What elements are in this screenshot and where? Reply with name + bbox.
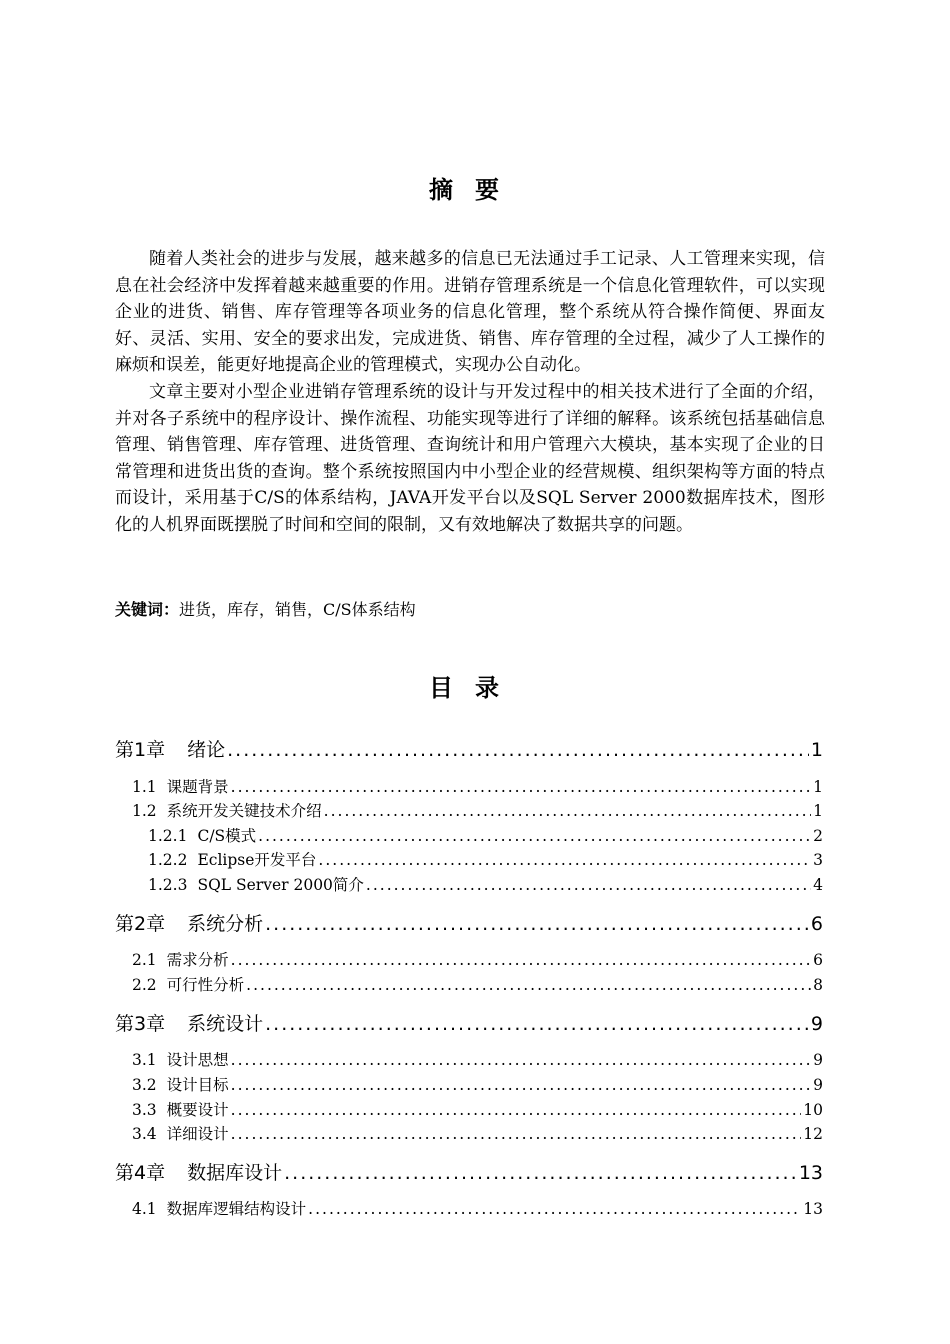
toc-entry-title: 课题背景 — [166, 778, 229, 796]
toc-entry-number: 1.1 — [132, 778, 157, 796]
toc-entry-page: 13 — [798, 1162, 823, 1184]
toc-entry-number: 4.1 — [132, 1200, 157, 1218]
toc-entry-number: 2.1 — [132, 951, 157, 969]
toc-entry-1-2-1[interactable] — [148, 824, 823, 846]
toc-entry-page: 8 — [813, 976, 823, 994]
toc-entry-title: 需求分析 — [166, 951, 229, 969]
toc-entry-page: 9 — [813, 1051, 823, 1069]
abstract-paragraph-1: 随着人类社会的进步与发展，越来越多的信息已无法通过手工记录、人工管理来实现，信息在社会经济中发挥着越来越重要的作用。进销存管理系统是一个信息化管理软件，可以实现企业的进货、销售、库存管理等各项业务的信息化管理，整个系统从符合操作简便、界面友好、灵活、实用、安全的要求出发，完成进货、销售、库存管理的全过程，减少了人工操作的麻烦和误差，能更好地提高企业的管理模式，实现办公自动化。 — [115, 249, 825, 376]
abstract-paragraph-2: 文章主要对小型企业进销存管理系统的设计与开发过程中的相关技术进行了全面的介绍，并对各子系统中的程序设计、操作流程、功能实现等进行了详细的解释。该系统包括基础信息管理、销售管理、库存管理、进货管理、查询统计和用户管理六大模块，基本实现了企业的日常管理和进货出货的查询。整个系统按照国内中小型企业的经营规模、组织架构等方面的特点而设计，采用基于C/S的体系结构，JAVA开发平台以及SQL Server 2000数据库技术，图形化的人机界面既摆脱了时间和空间的限制，又有效地解决了数据共享的问题。 — [115, 381, 825, 535]
toc-entry-page: 12 — [803, 1125, 823, 1143]
toc-entry-title: 详细设计 — [166, 1125, 229, 1143]
toc-entry-1-2-3[interactable] — [148, 873, 823, 895]
toc-entry-3-4[interactable] — [132, 1122, 823, 1144]
toc-leader-dots — [308, 1200, 801, 1218]
toc-entry-number: 第4章 — [115, 1162, 166, 1184]
toc-entry-title: 数据库设计 — [187, 1162, 283, 1184]
toc-leader-dots — [258, 827, 811, 845]
toc-entry-chapter-2[interactable] — [115, 909, 823, 936]
toc-entry-page: 1 — [810, 739, 823, 761]
toc-entry-3-2[interactable] — [132, 1073, 823, 1095]
toc-entry-number: 3.3 — [132, 1101, 157, 1119]
toc-entry-title: C/S模式 — [197, 827, 257, 845]
toc-leader-dots — [227, 739, 809, 761]
toc-entry-title: 系统开发关键技术介绍 — [166, 802, 322, 820]
toc-entry-title: 数据库逻辑结构设计 — [166, 1200, 307, 1218]
toc-entry-number: 2.2 — [132, 976, 157, 994]
toc-entry-title: 绪论 — [187, 739, 226, 761]
toc-entry-number: 1.2.2 — [148, 851, 188, 869]
toc-entry-2-2[interactable] — [132, 973, 823, 995]
toc-entry-title: Eclipse开发平台 — [197, 851, 317, 869]
toc-entry-page: 6 — [813, 951, 823, 969]
toc-entry-page: 10 — [803, 1101, 823, 1119]
toc-entry-title: 设计思想 — [166, 1051, 229, 1069]
keywords-label: 关键词： — [115, 600, 180, 619]
toc-entry-number: 1.2.1 — [148, 827, 188, 845]
toc-entry-number: 第1章 — [115, 739, 166, 761]
toc-leader-dots — [284, 1162, 797, 1184]
toc-entry-page: 2 — [813, 827, 823, 845]
toc-entry-1-2-2[interactable] — [148, 848, 823, 870]
toc-entry-title: 系统分析 — [187, 913, 264, 935]
toc-entry-title: 系统设计 — [187, 1013, 264, 1035]
toc-leader-dots — [231, 1051, 811, 1069]
toc-entry-number: 3.2 — [132, 1076, 157, 1094]
toc-entry-page: 1 — [813, 802, 823, 820]
toc-leader-dots — [231, 1076, 811, 1094]
toc-entry-page: 9 — [813, 1076, 823, 1094]
toc-leader-dots — [231, 1101, 802, 1119]
toc-leader-dots — [231, 1125, 802, 1143]
toc-entry-page: 13 — [803, 1200, 823, 1218]
toc-entry-1-1[interactable] — [132, 775, 823, 797]
toc-entry-page: 6 — [810, 913, 823, 935]
toc-title: 目录 — [429, 674, 521, 702]
toc-entry-number: 3.1 — [132, 1051, 157, 1069]
toc-leader-dots — [324, 802, 811, 820]
toc-entry-title: 可行性分析 — [166, 976, 245, 994]
toc-entry-number: 1.2 — [132, 802, 157, 820]
toc-entry-3-1[interactable] — [132, 1048, 823, 1070]
toc-leader-dots — [246, 976, 811, 994]
toc-leader-dots — [318, 851, 811, 869]
keywords-value: 进货，库存，销售，C/S体系结构 — [179, 600, 416, 619]
toc-entry-page: 4 — [813, 876, 823, 894]
toc-entry-chapter-3[interactable] — [115, 1009, 823, 1036]
toc-leader-dots — [265, 1013, 809, 1035]
toc-entry-2-1[interactable] — [132, 948, 823, 970]
toc-leader-dots — [366, 876, 811, 894]
toc-entry-page: 3 — [813, 851, 823, 869]
toc-leader-dots — [231, 778, 811, 796]
toc-entry-page: 1 — [813, 778, 823, 796]
toc-entry-number: 1.2.3 — [148, 876, 188, 894]
toc-entry-1-2[interactable] — [132, 799, 823, 821]
abstract-title: 摘要 — [429, 176, 521, 204]
toc-entry-title: 设计目标 — [166, 1076, 229, 1094]
toc-entry-page: 9 — [810, 1013, 823, 1035]
toc-entry-3-3[interactable] — [132, 1098, 823, 1120]
toc-entry-number: 3.4 — [132, 1125, 157, 1143]
toc-entry-number: 第2章 — [115, 913, 166, 935]
toc-entry-chapter-4[interactable] — [115, 1158, 823, 1185]
toc-entry-title: 概要设计 — [166, 1101, 229, 1119]
toc-leader-dots — [231, 951, 811, 969]
toc-entry-chapter-1[interactable] — [115, 735, 823, 762]
toc-entry-title: SQL Server 2000简介 — [197, 876, 364, 894]
toc-entry-4-1[interactable] — [132, 1197, 823, 1219]
toc-entry-number: 第3章 — [115, 1013, 166, 1035]
toc-leader-dots — [265, 913, 809, 935]
